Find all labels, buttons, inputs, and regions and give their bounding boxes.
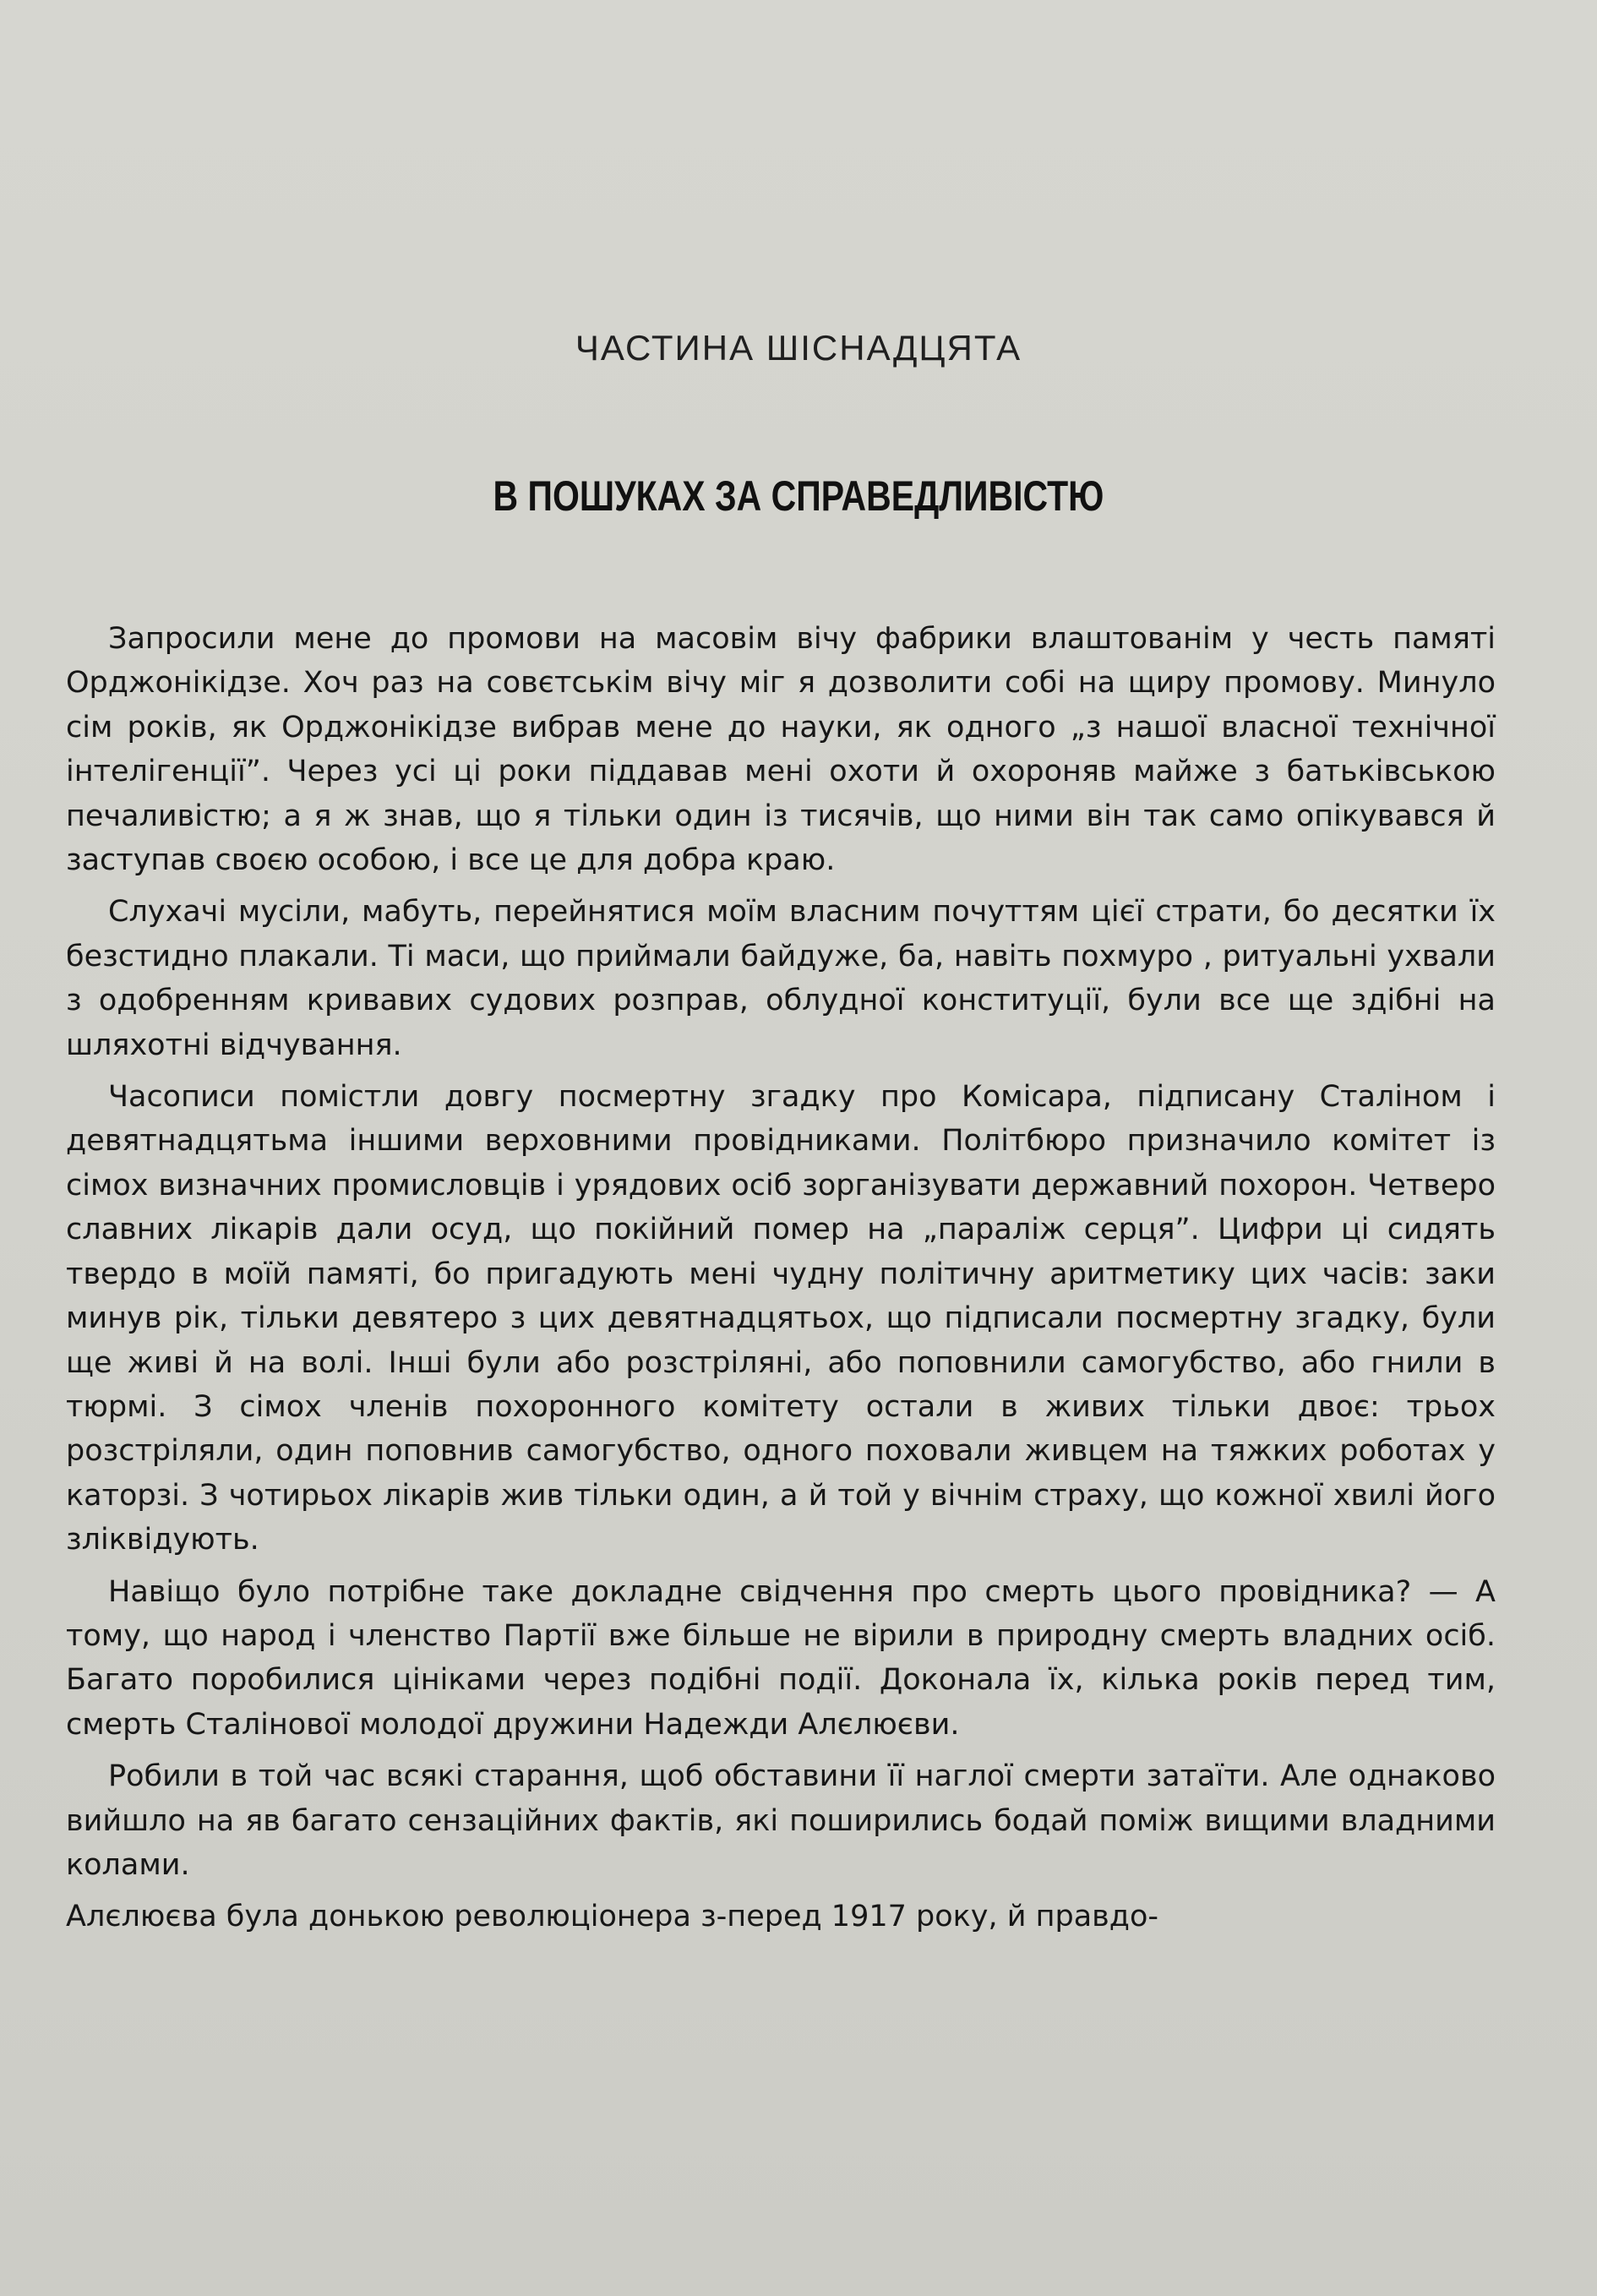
body-text	[66, 617, 1496, 1947]
paragraph-5: Робили в той час всякі старання, щоб обставини її наглої смерти затаїти. Але однаково вийшло на яв багато сензаційних фактів, які поширились бодай поміж вищими владними колами.	[66, 1759, 1496, 1882]
paragraph-3: Часописи помістли довгу посмертну згадку про Комісара, підписану Сталіном і девятнадцятьма іншими верховними провідниками. Політбюро призначило комітет із сімох визначних промисловців і урядових осіб зорганізувати державний похорон. Четверо славних лікарів дали осуд, що покійний помер на „параліж серця”. Цифри ці сидять твердо в моїй памяті, бо пригадують мені чудну політичну аритметику цих часів: заки минув рік, тільки девятеро з цих девятнадцятьох, що підписали посмертну згадку, були ще живі й на волі. Інші були або розстріляні, або поповнили самогубство, або гнили в тюрмі. З сімох членів похоронного комітету остали в живих тільки двоє: трьох розстріляли, один поповнив самогубство, одного поховали живцем на тяжких роботах у каторзі. З чотирьох лікарів жив тільки один, а й той у вічнім страху, що кожної хвилі його зліквідують.	[66, 1080, 1496, 1557]
paragraph-2: Слухачі мусіли, мабуть, перейнятися моїм власним почуттям цієї страти, бо десятки їх безстидно плакали. Ті маси, що приймали байдуже, ба, навіть похмуро , ритуальні ухвали з одобренням кривавих судових розправ, облудної конституції, були все ще здібні на шляхотні відчування.	[66, 895, 1496, 1062]
chapter-title: В ПОШУКАХ ЗА СПРАВЕДЛИВІСТЮ	[493, 472, 1104, 520]
paragraph-6: Алєлюєва була донькою революціонера з-перед 1917 року, й правдо-	[66, 1900, 1159, 1934]
paragraph-4: Навіщо було потрібне таке докладне свідчення про смерть цього провідника? — А тому, що народ і членство Партії вже більше не вірили в природну смерть владних осіб. Багато поробилися цініками через подібні події. Доконала їх, кілька років перед тим, смерть Сталінової молодої дружини Надежди Алєлюєви.	[66, 1574, 1496, 1742]
paragraph-1: Запросили мене до промови на масовім вічу фабрики влаштованім у честь памяті Орджонікідзе. Хоч раз на совєтськім вічу міг я дозволити собі на щиру промову. Минуло сім років, як Орджонікідзе вибрав мене до науки, як одного „з нашої власної технічної інтелігенції”. Через усі ці роки піддавав мені охоти й охороняв майже з батьківською печаливістю; а я ж знав, що я тільки один із тисячів, що ними він так само опікувався й заступав своєю особою, і все це для добра краю.	[66, 622, 1496, 878]
part-title: ЧАСТИНА ШІСНАДЦЯТА	[575, 328, 1022, 368]
